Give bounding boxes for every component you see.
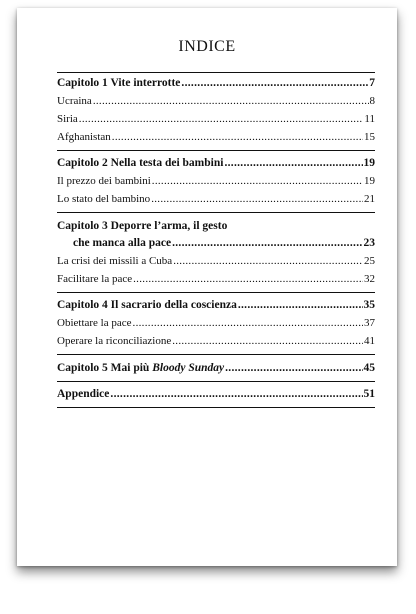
toc-entry [57,316,375,330]
toc-label: Afghanistan [57,131,111,143]
toc-page-number: 51 [363,388,375,400]
toc-page-number: 37 [364,317,375,329]
toc-chapter-3 [57,236,375,250]
toc-page-number: 11 [364,113,375,125]
toc-page-number: 21 [364,193,375,205]
toc-label: Il prezzo dei bambini [57,175,151,187]
toc-page-number: 25 [364,255,375,267]
toc-page-number: 23 [363,237,375,249]
toc-label: Appendice [57,388,110,400]
toc-label: Lo stato del bambino [57,193,151,205]
section-divider [57,150,375,151]
leader-dots [79,112,364,126]
leader-dots [172,334,363,348]
toc-label-italic: Bloody Sunday [152,362,225,374]
toc-entry [57,254,375,268]
toc-label: Capitolo 2 Nella testa dei bambini [57,157,224,169]
toc-entry [57,130,375,144]
toc-label-prefix: Capitolo 5 Mai più [57,362,153,374]
leader-dots [93,94,369,108]
toc-label: Operare la riconciliazione [57,335,172,347]
toc-chapter-1 [57,76,375,90]
leader-dots [151,192,363,206]
toc-entry [57,112,375,126]
leader-dots [133,316,363,330]
toc-entry [57,192,375,206]
toc-label: Capitolo 4 Il sacrario della coscienza [57,299,237,311]
toc-page-number: 19 [363,157,375,169]
toc-label: che manca alla pace [73,237,172,249]
toc-label [57,361,224,375]
toc-page-number: 7 [369,77,375,89]
section-divider [57,407,375,408]
document-page [17,8,397,566]
section-divider [57,212,375,213]
toc-chapter-2 [57,156,375,170]
toc-label: Siria [57,113,78,125]
leader-dots [110,387,362,401]
leader-dots [173,254,363,268]
section-divider [57,354,375,355]
toc-label: La crisi dei missili a Cuba [57,255,173,267]
toc-entry [57,272,375,286]
toc-label: Ucraina [57,95,92,107]
page-title: INDICE [178,38,236,55]
leader-dots [224,156,362,170]
toc-label: Capitolo 1 Vite interrotte [57,77,181,89]
leader-dots [172,236,362,250]
toc-appendix [57,387,375,401]
toc-page-number: 35 [363,299,375,311]
toc-page-number: 32 [364,273,375,285]
toc-page-number: 8 [369,95,375,107]
toc-chapter-5 [57,361,375,375]
toc-page-number: 45 [363,362,375,374]
leader-dots [238,298,363,312]
toc-page-number: 19 [364,175,375,187]
leader-dots [152,174,363,188]
toc-entry [57,174,375,188]
leader-dots [133,272,363,286]
leader-dots [112,130,363,144]
toc-entry [57,94,375,108]
toc-page-number: 15 [364,131,375,143]
toc-label: Facilitare la pace [57,273,133,285]
toc-chapter-4 [57,298,375,312]
toc-label: Obiettare la pace [57,317,132,329]
leader-dots [181,76,368,90]
toc-entry [57,334,375,348]
section-divider [57,292,375,293]
toc-page-number: 41 [364,335,375,347]
toc-chapter-3-line1: Capitolo 3 Deporre l’arma, il gesto [57,220,228,232]
leader-dots [225,361,362,375]
section-divider [57,381,375,382]
title-divider [57,72,375,73]
